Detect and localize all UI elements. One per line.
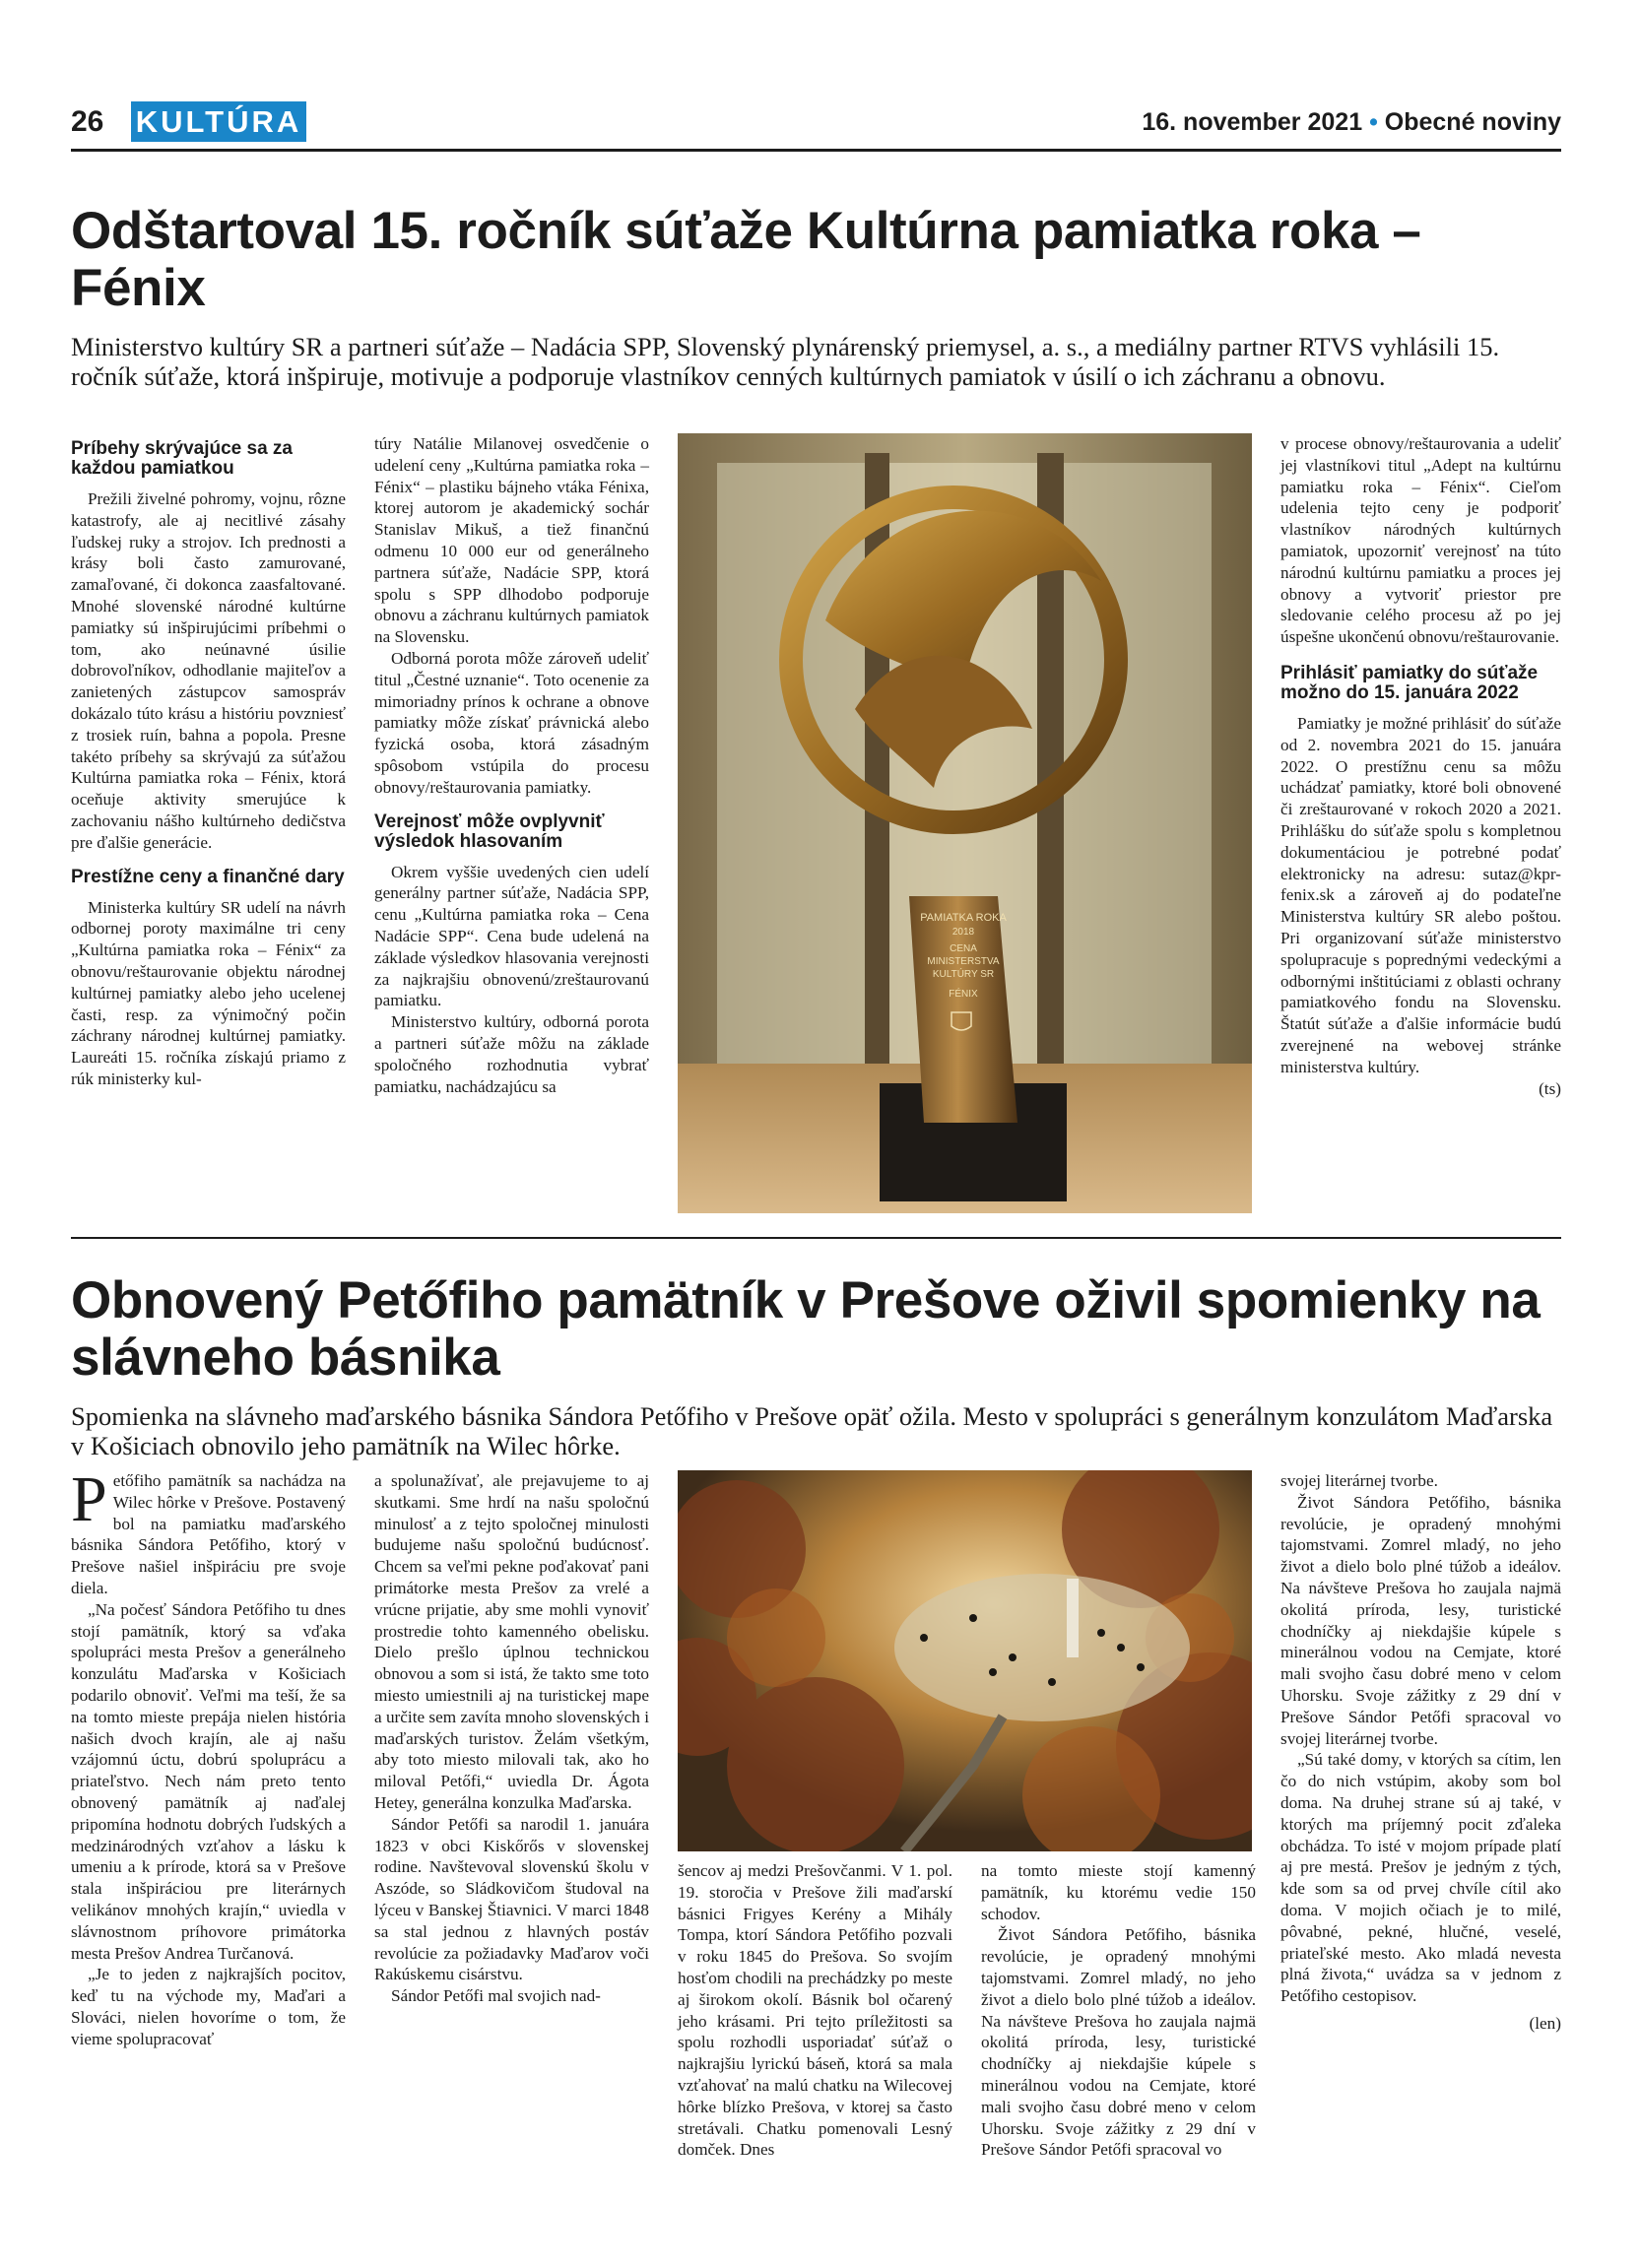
petofi-memorial-photo	[678, 1470, 1252, 1851]
paragraph: Ministerstvo kultúry, odborná porota a partneri súťaže môžu na základe spoločného rozhodnutia vybrať pamiatku, nachádzajúcu sa	[374, 1012, 649, 1096]
article1-column-2	[374, 433, 649, 1097]
subheading: Prestížne ceny a finančné dary	[71, 866, 345, 887]
fenix-statue-illustration	[678, 433, 1252, 1213]
obelisk-icon	[1067, 1579, 1079, 1657]
plate-line: 2018	[951, 927, 975, 938]
paragraph: v procese obnovy/reštaurovania a udeliť jej vlastníkovi titul „Adept na kultúrnu pamiatku roka – Fénix“. Cieľom udelenia tejto ceny je podporiť vlastníkov národných kultúrnych pamiatok, upozorniť verejnosť na túto národnú kultúrnu pamiatku a proces jej obnovy a vytvoriť priestor pre sledovanie celého procesu až po jej úspešne ukončenú obnovu/reštaurovanie.	[1280, 434, 1561, 647]
paragraph: na tomto mieste stojí kamenný pamätník, ku ktorému vedie 150 schodov.	[981, 1861, 1256, 1923]
paragraph: svojej literárnej tvorbe.	[1280, 1471, 1438, 1490]
fenix-statue-photo	[678, 433, 1252, 1213]
author-signature: (ts)	[1539, 1078, 1561, 1098]
publication-name: Obecné noviny	[1384, 108, 1561, 136]
subheading: Príbehy skrývajúce sa za každou pamiatkou	[71, 438, 293, 479]
article2-column-1	[71, 1463, 346, 2050]
article2-lead: Spomienka na slávneho maďarského básnika Sándora Petőfiho v Prešove opäť ožila. Mesto v spolupráci s generálnym konzulátom Maďarska v Košiciach obnovilo jeho pamätník na Wilec hôrke.	[71, 1401, 1553, 1460]
paragraph: Okrem vyššie uvedených cien udelí generálny partner súťaže, Nadácia SPP, cenu „Kultúrna pamiatka roka – Cena Nadácie SPP“. Cena bude udelená na základe výsledkov hlasovania verejnosti za najkrajšiu obnovenú/zreštaurovanú pamiatku.	[374, 862, 649, 1010]
paragraph: etőfiho pamätník sa nachádza na Wilec hôrke v Prešove. Postavený bol na pamiatku maďarského básnika Sándora Petőfiho, ktorý v Prešove našiel inšpiráciu pre svoje diela.	[71, 1471, 346, 1597]
paragraph: Život Sándora Petőfiho, básnika revolúcie, je opradený mnohými tajomstvami. Zomrel mladý, no jeho život a dielo bolo plné túžob a ideálov. Na návšteve Prešova ho zaujala najmä okolitá príroda, lesy, turistické chodníčky aj niekdajšie kúpele s minerálnou vodou na Cemjate, ktoré mali svojho času dobré meno v celom Uhorsku. Svoje zážitky z 29 dní v Prešove Sándor Petőfi spracoval vo	[981, 1925, 1256, 2160]
article2-column-3	[678, 1860, 952, 2161]
paragraph: šencov aj medzi Prešovčanmi. V 1. pol. 19. storočia v Prešove žili maďarskí básnici Frigyes Kerény a Mihály Tompa, ktorí Sándora Petőfiho pozvali v roku 1845 do Prešova. So svojím hosťom chodili na prechádzky po meste aj širokom okolí. Básnik bol očarený jeho krásami. Pri tejto príležitosti sa spolu rozhodli usporiadať súťaž o najkrajšiu lyrickú báseň, ktorá sa mala vzťahovať na malú chatku na Wilecovej hôrke blízko Prešova, v ktorej sa často stretávali. Chatku pomenovali Lesný domček. Dnes	[678, 1861, 952, 2160]
article2-headline: Obnovený Petőfiho pamätník v Prešove oživil spomienky na slávneho básnika	[71, 1271, 1541, 1387]
paragraph: „Sú také domy, v ktorých sa cítim, len čo do nich vstúpim, akoby som bol doma. Na druhej strane sú aj také, v ktorých ma príjemný pocit zďaleka obchádza. To isté v mojom prípade platí aj pre mestá. Prešov je jedným z tých, kde som sa od prvej chvíle cítil ako doma. V mojich očiach je to milé, pôvabné, pekné, hlučné, veselé, priateľské mesto. Ako mladá nevesta plná života,“ uvádza sa v jednom z Petőfiho cestopisov.	[1280, 1750, 1561, 2006]
article1-lead: Ministerstvo kultúry SR a partneri súťaže – Nadácia SPP, Slovenský plynárenský priemysel, a. s., a mediálny partner RTVS vyhlásili 15. ročník súťaže, ktorá inšpiruje, motivuje a podporuje vlastníkov cenných kultúrnych pamiatok v úsilí o ich záchranu a obnovu.	[71, 332, 1500, 391]
separator-dot: •	[1369, 108, 1378, 136]
paragraph: „Na počesť Sándora Petőfiho tu dnes stojí pamätník, ktorý sa vďaka spolupráci mesta Prešov a generálneho konzulátu Maďarska v Košiciach podarilo obnoviť. Veľmi ma teší, že sa na tomto mieste prepája nielen história našich dvoch krajín, ale aj našu vzájomnú úctu, dobrú spoluprácu a priateľstvo. Nech nám preto tento obnovený pamätník aj naďalej pripomína hodnotu dobrých ľudských a medzinárodných vzťahov a lásku k umeniu a k prírode, ktorá sa v Prešove stala inšpiráciou pre literárnych velikánov mnohých krajín,“ uviedla v slávnostnom príhovore primátorka mesta Prešov Andrea Turčanová.	[71, 1599, 346, 1963]
date-and-publication	[1142, 106, 1561, 138]
paragraph: Odborná porota môže zároveň udeliť titul „Čestné uznanie“. Toto ocenenie za mimoriadny prínos k ochrane a obnove pamiatky môže získať právnická alebo fyzická osoba, ktorá zásadným spôsobom vstúpila do procesu obnovy/reštaurovania pamiatky.	[374, 648, 649, 797]
header-rule	[71, 149, 1561, 152]
paragraph: a spolunažívať, ale prejavujeme to aj skutkami. Sme hrdí na našu spoločnú minulosť a z tejto spoločnej minulosti budujeme našu spoločnú budúcnosť. Chcem sa veľmi pekne poďakovať pani primátorke mesta Prešov za vrelé a vrúcne prijatie, aby sme mohli vynoviť prostredie tohto kamenného obelisku. Dielo prešlo úplnou technickou obnovou a som si istá, že takto sme toto miesto umiestnili aj na turistickej mape a určite sem zavíta mnoho slovenských i maďarských turistov. Želám všetkým, aby toto miesto milovali tak, ako ho miloval Petőfi,“ uviedla Dr. Ágota Hetey, generálna konzulka Maďarska.	[374, 1471, 649, 1812]
paragraph: Pamiatky je možné prihlásiť do súťaže od 2. novembra 2021 do 15. januára 2022. O prestížnu cenu sa môžu uchádzať pamiatky, ktoré boli obnovené či zreštaurované v rokoch 2020 a 2021. Prihlášku do súťaže spolu s kompletnou dokumentáciou je potrebné podať elektronicky na adresu: sutaz@kpr-fenix.sk a zároveň aj do podateľne Ministerstva kultúry SR alebo poštou. Pri organizovaní súťaže ministerstvo spolupracuje s poprednými vedeckými a odbornými inštitúciami z oblasti ochrany pamiatkového fondu na Slovensku. Štatút súťaže a ďalšie informácie budú zverejnené na webovej stránke ministerstva kultúry.	[1280, 713, 1561, 1076]
plate-line: MINISTERSTVA	[927, 956, 1000, 967]
paragraph: Ministerka kultúry SR udelí na návrh odbornej poroty maximálne tri ceny „Kultúrna pamiatka roka – Fénix“ za obnovu/reštaurovanie objektu národnej kultúrnej pamiatky alebo jeho ucelenej časti, resp. za výnimočný počin záchrany národnej kultúrnej pamiatky. Laureáti 15. ročníka získajú priamo z rúk ministerky kul-	[71, 897, 346, 1088]
paragraph: túry Natálie Milanovej osvedčenie o udelení ceny „Kultúrna pamiatka roka – Fénix“ – plastiku bájneho vtáka Fénixa, ktorej autorom je akademický sochár Stanislav Mikuš, a tiež finančnú odmenu 10 000 eur od generálneho partnera súťaže, Nadácie SPP, ktorá spolu s SPP dlhodobo podporuje obnovu a záchranu kultúrnych pamiatok na Slovensku.	[374, 434, 649, 647]
article2-column-2	[374, 1470, 649, 2007]
author-signature: (len)	[1529, 2013, 1561, 2033]
memorial-aerial-illustration	[678, 1470, 1252, 1851]
page-number: 26	[71, 105, 104, 138]
paragraph: Sándor Petőfi mal svojich nad-	[391, 1986, 601, 2006]
plate-line: KULTÚRY SR	[932, 969, 995, 980]
subheading: Prihlásiť pamiatky do súťaže možno do 15. januára 2022	[1280, 662, 1539, 703]
article-separator	[71, 1237, 1561, 1239]
paragraph: Sándor Petőfi sa narodil 1. januára 1823 v obci Kiskőrős v slovenskej rodine. Navštevoval slovenskú školu v Aszóde, so Sládkovičom študoval na lýceu v Banskej Štiavnici. V marci 1848 sa stal jednou z hlavných postáv revolúcie za požiadavky Maďarov voči Rakúskemu cisárstvu.	[374, 1814, 649, 1984]
subheading: Verejnosť môže ovplyvniť výsledok hlasovaním	[374, 810, 605, 852]
section-label: KULTÚRA	[131, 101, 306, 142]
article2-column-4	[981, 1860, 1256, 2161]
article1-column-1	[71, 433, 346, 1090]
paragraph: „Je to jeden z najkrajších pocitov, keď tu na východe my, Maďari a Slováci, nielen hovoríme o tom, že vieme spolupracovať	[71, 1965, 346, 2048]
plate-line: CENA	[950, 943, 977, 954]
drop-cap: P	[71, 1463, 107, 1535]
plate-line: FÉNIX	[949, 989, 978, 1000]
plate-line: PAMIATKA ROKA	[920, 912, 1007, 924]
paragraph: Prežili živelné pohromy, vojnu, rôzne katastrofy, ale aj necitlivé zásahy ľudskej ruky a strojov. Ich prednosti a krásy boli často zamurované, zamaľované, či dokonca zaasfaltované. Mnohé slovenské národné kultúrne pamiatky sú inšpirujúcimi príbehmi o tom, ako neúnavné úsilie dobrovoľníkov, odhodlanie majiteľov a zanietených zástupcov samospráv dokázalo túto krásu a históriu povzniesť z trosiek ruín, bahna a popola. Presne takéto príbehy sa skrývajú za súťažou Kultúrna pamiatka roka – Fénix, ktorá oceňuje aktivity smerujúce k zachovaniu nášho kultúrneho dedičstva pre ďalšie generácie.	[71, 489, 346, 852]
paragraph: Život Sándora Petőfiho, básnika revolúcie, je opradený mnohými tajomstvami. Zomrel mladý, no jeho život a dielo bolo plné túžob a ideálov. Na návšteve Prešova ho zaujala najmä okolitá príroda, lesy, turistické chodníčky aj niekdajšie kúpele s minerálnou vodou na Cemjate, ktoré mali svojho času dobré meno v celom Uhorsku. Svoje zážitky z 29 dní v Prešove Sándor Petőfi spracoval vo svojej literárnej tvorbe.	[1280, 1492, 1561, 1748]
article2-column-5	[1280, 1470, 1561, 2035]
issue-date: 16. november 2021	[1142, 108, 1363, 136]
article1-headline: Odštartoval 15. ročník súťaže Kultúrna pamiatka roka – Fénix	[71, 202, 1421, 317]
article1-column-3	[1280, 433, 1561, 1099]
